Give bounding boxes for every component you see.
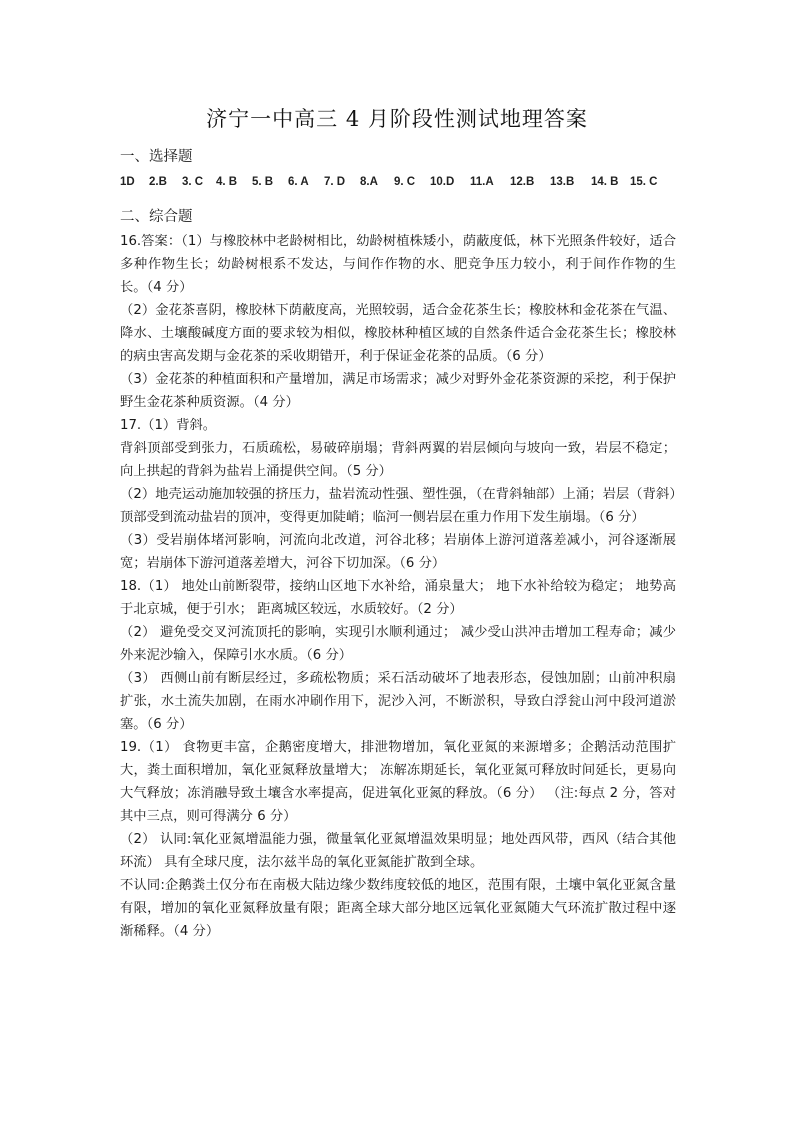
page-title: 济宁一中高三 4 月阶段性测试地理答案	[206, 107, 588, 131]
answer-paragraph: 18.（1） 地处山前断裂带，接纳山区地下水补给，涌泉量大； 地下水补给较为稳定； 地势高于北京城，便于引水； 距离城区较远，水质较好。（2 分）	[120, 579, 676, 617]
answer-item: 9. C	[394, 176, 416, 188]
answer-paragraph: 背斜顶部受到张力，石质疏松，易破碎崩塌；背斜两翼的岩层倾向与坡向一致，岩层不稳定；向上拱起的背斜为盐岩上涌提供空间。（5 分）	[120, 441, 676, 479]
answer-paragraph: （2） 认同:氧化亚氮增温能力强，微量氧化亚氮增温效果明显；地处西风带，西风（结合其他环流） 具有全球尺度，法尔兹半岛的氧化亚氮能扩散到全球。	[120, 832, 676, 870]
answer-paragraph: 19.（1） 食物更丰富，企鹅密度增大，排泄物增加，氧化亚氮的来源增多；企鹅活动范围扩大，粪土面积增加，氧化亚氮释放量增大； 冻解冻期延长，氧化亚氮可释放时间延长，更易向大气释放；冻消融导致土壤含水率提高，促进氧化亚氮的释放。（6 分） （注:每点 2 分，答对其中三点，则可得满分 6 分）	[120, 740, 676, 824]
answer-body	[120, 230, 676, 943]
answer-item: 1D	[120, 176, 135, 188]
section-heading-comprehensive: 二、综合题	[120, 209, 193, 225]
section-heading-choice: 一、选择题	[120, 149, 193, 165]
answer-item: 13.B	[550, 176, 575, 188]
answer-paragraph: （2）地壳运动施加较强的挤压力，盐岩流动性强、塑性强，（在背斜轴部）上涌；岩层（背斜）顶部受到流动盐岩的顶冲，变得更加陡峭；临河一侧岩层在重力作用下发生崩塌。（6 分）	[120, 487, 676, 525]
answer-item: 2.B	[149, 176, 167, 188]
answer-item: 3. C	[182, 176, 204, 188]
answer-paragraph: （3）受岩崩体堵河影响，河流向北改道，河谷北移；岩崩体上游河道落差减小，河谷逐渐展宽；岩崩体下游河道落差增大，河谷下切加深。（6 分）	[120, 533, 676, 571]
answer-item: 10.D	[430, 176, 455, 188]
answer-item: 5. B	[252, 176, 274, 188]
answer-item: 12.B	[510, 176, 535, 188]
answer-paragraph: 16.答案：（1）与橡胶林中老龄树相比，幼龄树植株矮小，荫蔽度低，林下光照条件较好，适合多种作物生长；幼龄树根系不发达，与间作作物的水、肥竞争压力较小，利于间作作物的生长。（4 分）	[120, 234, 676, 295]
answer-item: 4. B	[216, 176, 238, 188]
answer-item: 11.A	[470, 176, 494, 188]
answer-paragraph: （3） 西侧山前有断层经过，多疏松物质；采石活动破坏了地表形态，侵蚀加剧；山前冲积扇扩张，水土流失加剧，在雨水冲刷作用下，泥沙入河，不断淤积，导致白浮瓮山河中段河道淤塞。（6 分）	[120, 671, 676, 732]
answer-item: 7. D	[324, 176, 346, 188]
answer-paragraph: （2）金花茶喜阴，橡胶林下荫蔽度高，光照较弱，适合金花茶生长；橡胶林和金花茶在气温、降水、土壤酸碱度方面的要求较为相似，橡胶林种植区域的自然条件适合金花茶生长；橡胶林的病虫害高发期与金花茶的采收期错开，利于保证金花茶的品质。（6 分）	[120, 303, 676, 364]
answer-paragraph: 17.（1）背斜。	[120, 418, 217, 433]
answer-paragraph: （2） 避免受交叉河流顶托的影响，实现引水顺利通过； 减少受山洪冲击增加工程寿命；减少外来泥沙输入，保障引水水质。（6 分）	[120, 625, 676, 663]
answer-paragraph: （3）金花茶的种植面积和产量增加，满足市场需求；减少对野外金花茶资源的采挖，利于保护野生金花茶种质资源。（4 分）	[120, 372, 676, 410]
answer-item: 8.A	[360, 176, 378, 188]
answer-item: 14. B	[591, 176, 619, 188]
choice-answers	[120, 176, 680, 194]
answer-item: 6. A	[288, 176, 309, 188]
answer-paragraph: 不认同:企鹅粪土仅分布在南极大陆边缘少数纬度较低的地区，范围有限，土壤中氧化亚氮含量有限，增加的氧化亚氮释放量有限；距离全球大部分地区远氧化亚氮随大气环流扩散过程中逐渐稀释。（4 分）	[120, 878, 676, 939]
answer-item: 15. C	[630, 176, 658, 188]
